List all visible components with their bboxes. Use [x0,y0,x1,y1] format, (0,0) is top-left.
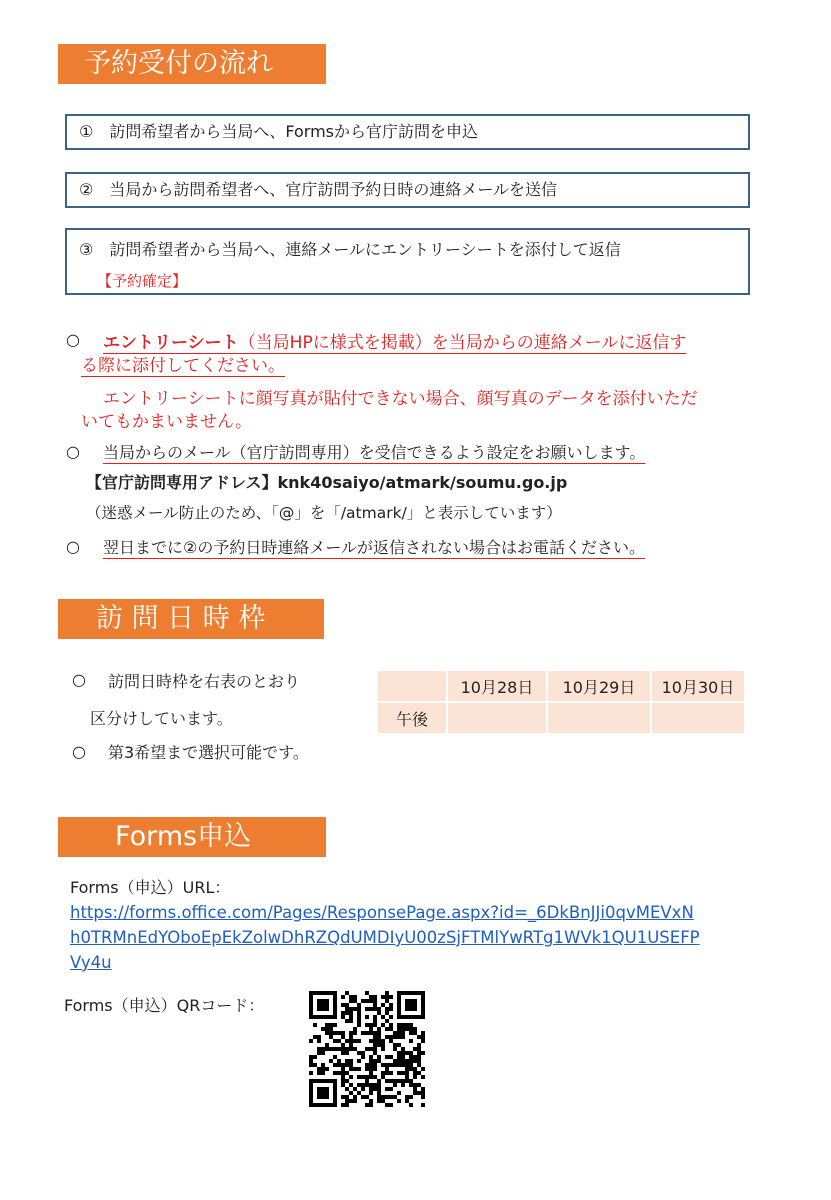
note-bullet: ○ [66,442,80,461]
official-visit-address: 【官庁訪問専用アドレス】knk40saiyo/atmark/soumu.go.jp [86,473,568,492]
note-photo-line1: エントリーシートに顔写真が貼付できない場合、顔写真のデータを添付いただ [103,389,698,409]
slots-desc-line3: 第3希望まで選択可能です。 [108,743,309,762]
date-header: 10月30日 [652,671,744,701]
section-header-slots [58,599,324,639]
note-call-if-no-reply: 翌日までに②の予約日時連絡メールが返信されない場合はお電話ください。 [103,538,646,557]
forms-qr-label: Forms（申込）QRコード： [64,996,265,1015]
section-title: 訪 問 日 時 枠 [96,603,266,634]
note-mail-settings: 当局からのメール（官庁訪問専用）を受信できるよう設定をお願いします。 [103,443,646,462]
flow-step-3 [65,228,750,295]
date-header: 10月28日 [448,671,546,701]
slot-cell [448,703,546,733]
note-photo-line2: いてもかまいません。 [81,412,253,432]
reservation-confirmed-note: 【予約確定】 [97,272,188,290]
date-header: 10月29日 [548,671,650,701]
table-row [378,703,744,733]
flow-step-2 [65,172,750,208]
step-text: ② 当局から訪問希望者へ、官庁訪問予約日時の連絡メールを送信 [79,180,558,199]
forms-url-link-line3[interactable]: Vy4u [70,953,112,972]
note-entry-sheet-line1 [103,328,686,353]
note-bullet: ○ [66,330,80,349]
entry-sheet-instruction: （当局HPに様式を掲載）を当局からの連絡メールに返信す [238,333,687,353]
address-note: （迷惑メール防止のため、「@」を「/atmark/」と表示しています） [86,504,562,522]
table-row [378,671,744,701]
slot-cell [548,703,650,733]
forms-url-label: Forms（申込）URL： [70,878,231,897]
qr-code-image[interactable] [309,991,425,1107]
slot-cell [652,703,744,733]
section-header-flow [58,44,326,84]
forms-url-block [70,900,700,975]
slots-bullet: ○ [72,670,86,689]
section-title: 予約受付の流れ [84,48,273,79]
note-entry-sheet-line2: る際に添付してください。 [81,356,285,376]
forms-url-link-line1[interactable]: https://forms.office.com/Pages/ResponsePage.aspx?id=_6DkBnJJi0qvMEVxN [70,903,694,922]
entry-sheet-label: エントリーシート [103,333,239,353]
slots-desc-line1: 訪問日時枠を右表のとおり [108,672,301,691]
step-text: ① 訪問希望者から当局へ、Formsから官庁訪問を申込 [79,122,478,141]
note-bullet: ○ [66,537,80,556]
visit-slots-table [376,669,746,735]
forms-url-link-line2[interactable]: h0TRMnEdYOboEpEkZolwDhRZQdUMDIyU00zSjFTMlYwRTg1WVk1QU1USEFP [70,928,700,947]
slots-bullet: ○ [72,742,86,761]
table-corner-cell [378,671,446,701]
flow-step-1 [65,114,750,150]
row-label: 午後 [378,703,446,733]
section-title: Forms申込 [115,821,252,852]
step-text: ③ 訪問希望者から当局へ、連絡メールにエントリーシートを添付して返信 [79,240,621,259]
slots-desc-line2: 区分けしています。 [90,709,233,728]
section-header-forms [58,817,326,857]
